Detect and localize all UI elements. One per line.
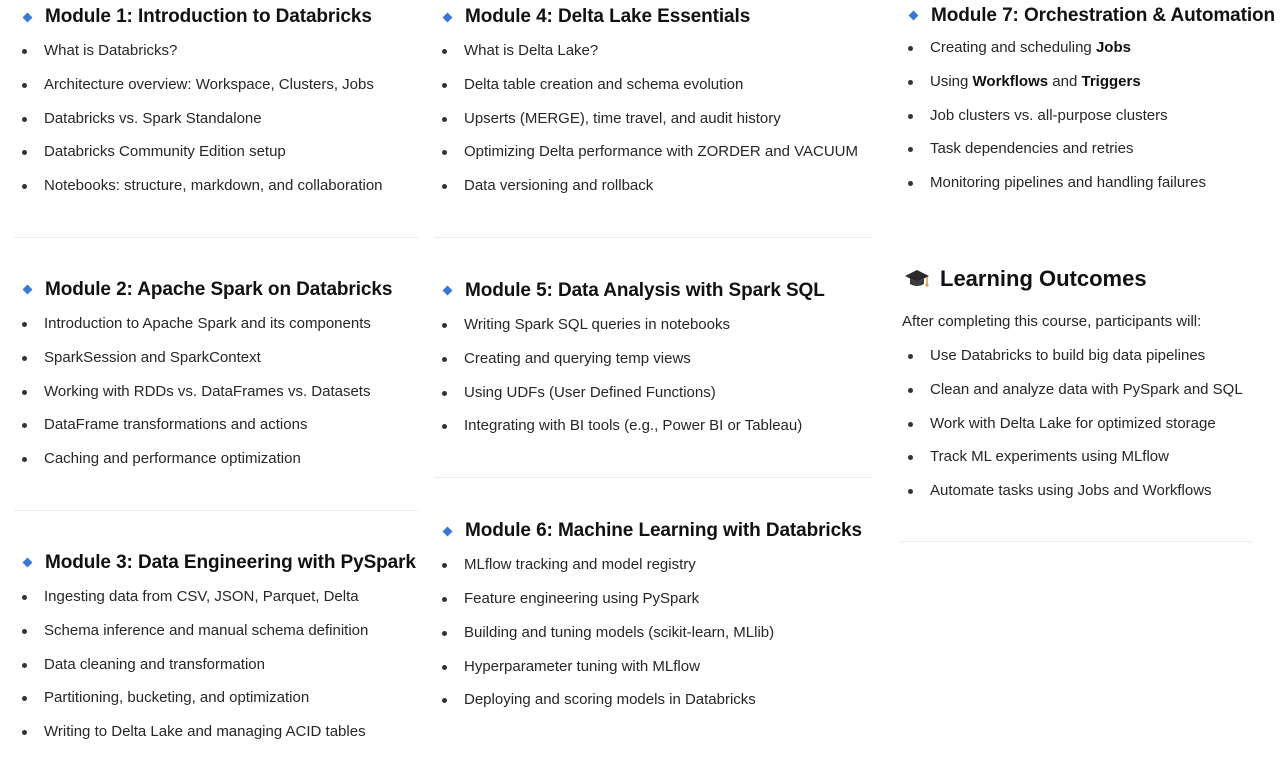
section-divider <box>14 237 419 238</box>
module-1-list <box>14 34 419 203</box>
list-item: Caching and performance optimization <box>14 442 419 476</box>
list-item: What is Databricks? <box>14 34 419 68</box>
module-4 <box>434 0 872 203</box>
learning-outcomes-list <box>900 339 1252 508</box>
section-divider <box>434 477 872 478</box>
diamond-bullet-icon <box>23 12 33 22</box>
list-item: Integrating with BI tools (e.g., Power BI or Tableau) <box>434 409 872 443</box>
list-item: Job clusters vs. all-purpose clusters <box>900 99 1252 133</box>
list-item: Notebooks: structure, markdown, and collaboration <box>14 169 419 203</box>
module-2 <box>14 273 419 476</box>
section-divider <box>434 237 872 238</box>
module-title: Module 5: Data Analysis with Spark SQL <box>465 279 825 301</box>
list-item: Working with RDDs vs. DataFrames vs. Datasets <box>14 375 419 409</box>
module-4-heading <box>434 0 872 34</box>
list-item: Architecture overview: Workspace, Clusters, Jobs <box>14 68 419 102</box>
module-5-list <box>434 308 872 443</box>
learning-outcomes-heading <box>900 261 1252 297</box>
diamond-bullet-icon <box>443 12 453 22</box>
section-divider <box>14 510 419 511</box>
list-item: Schema inference and manual schema definition <box>14 614 419 648</box>
list-item: Optimizing Delta performance with ZORDER and VACUUM <box>434 135 872 169</box>
diamond-bullet-icon <box>443 526 453 536</box>
module-3 <box>14 546 419 749</box>
list-item: Using Workflows and Triggers <box>900 65 1252 99</box>
list-item: Task dependencies and retries <box>900 132 1252 166</box>
list-item: Partitioning, bucketing, and optimization <box>14 681 419 715</box>
list-item: What is Delta Lake? <box>434 34 872 68</box>
column-3 <box>900 0 1276 542</box>
list-item: Using UDFs (User Defined Functions) <box>434 376 872 410</box>
list-item: Upserts (MERGE), time travel, and audit history <box>434 102 872 136</box>
list-item: Use Databricks to build big data pipelines <box>900 339 1252 373</box>
module-6-list <box>434 548 872 717</box>
diamond-bullet-icon <box>443 286 453 296</box>
diamond-bullet-icon <box>909 11 919 21</box>
module-title: Module 1: Introduction to Databricks <box>45 6 372 27</box>
list-item: Data versioning and rollback <box>434 169 872 203</box>
module-4-list <box>434 34 872 203</box>
list-item: Monitoring pipelines and handling failures <box>900 166 1252 200</box>
list-item: Hyperparameter tuning with MLflow <box>434 650 872 684</box>
module-title: Module 7: Orchestration & Automation <box>931 4 1276 26</box>
list-item: Data cleaning and transformation <box>14 648 419 682</box>
list-item: Work with Delta Lake for optimized storage <box>900 407 1252 441</box>
section-divider <box>900 541 1252 542</box>
list-item: Creating and scheduling Jobs <box>900 31 1252 65</box>
module-3-heading <box>14 546 419 580</box>
graduation-cap-icon <box>904 268 930 290</box>
column-1 <box>14 0 419 749</box>
column-2 <box>434 0 872 717</box>
list-item: Ingesting data from CSV, JSON, Parquet, Delta <box>14 580 419 614</box>
module-title: Module 3: Data Engineering with PySpark <box>45 551 416 573</box>
list-item: Automate tasks using Jobs and Workflows <box>900 474 1252 508</box>
list-item: Clean and analyze data with PySpark and SQL <box>900 373 1252 407</box>
module-title: Module 4: Delta Lake Essentials <box>465 6 751 27</box>
diamond-bullet-icon <box>23 285 33 295</box>
module-6 <box>434 514 872 717</box>
list-item: Databricks Community Edition setup <box>14 135 419 169</box>
list-item: Deploying and scoring models in Databricks <box>434 683 872 717</box>
list-item: Track ML experiments using MLflow <box>900 440 1252 474</box>
module-1 <box>14 0 419 203</box>
list-item: Writing to Delta Lake and managing ACID tables <box>14 715 419 749</box>
module-5 <box>434 274 872 443</box>
list-item: DataFrame transformations and actions <box>14 408 419 442</box>
module-3-list <box>14 580 419 749</box>
learning-outcomes-intro: After completing this course, participants will: <box>902 312 1202 330</box>
module-1-heading <box>14 0 419 34</box>
learning-outcomes-title: Learning Outcomes <box>940 265 1147 291</box>
list-item: SparkSession and SparkContext <box>14 341 419 375</box>
module-2-list <box>14 307 419 476</box>
module-6-heading <box>434 514 872 548</box>
list-item: Writing Spark SQL queries in notebooks <box>434 308 872 342</box>
module-2-heading <box>14 273 419 307</box>
module-7 <box>900 0 1276 200</box>
module-title: Module 2: Apache Spark on Databricks <box>45 278 393 300</box>
list-item: Creating and querying temp views <box>434 342 872 376</box>
list-item: MLflow tracking and model registry <box>434 548 872 582</box>
module-5-heading <box>434 274 872 308</box>
list-item: Feature engineering using PySpark <box>434 582 872 616</box>
module-7-heading <box>900 0 1276 31</box>
module-title: Module 6: Machine Learning with Databricks <box>465 520 862 542</box>
list-item: Delta table creation and schema evolution <box>434 68 872 102</box>
list-item: Introduction to Apache Spark and its components <box>14 307 419 341</box>
list-item: Building and tuning models (scikit-learn, MLlib) <box>434 616 872 650</box>
learning-outcomes <box>900 261 1252 542</box>
diamond-bullet-icon <box>23 558 33 568</box>
module-7-list <box>900 31 1252 200</box>
list-item: Databricks vs. Spark Standalone <box>14 102 419 136</box>
